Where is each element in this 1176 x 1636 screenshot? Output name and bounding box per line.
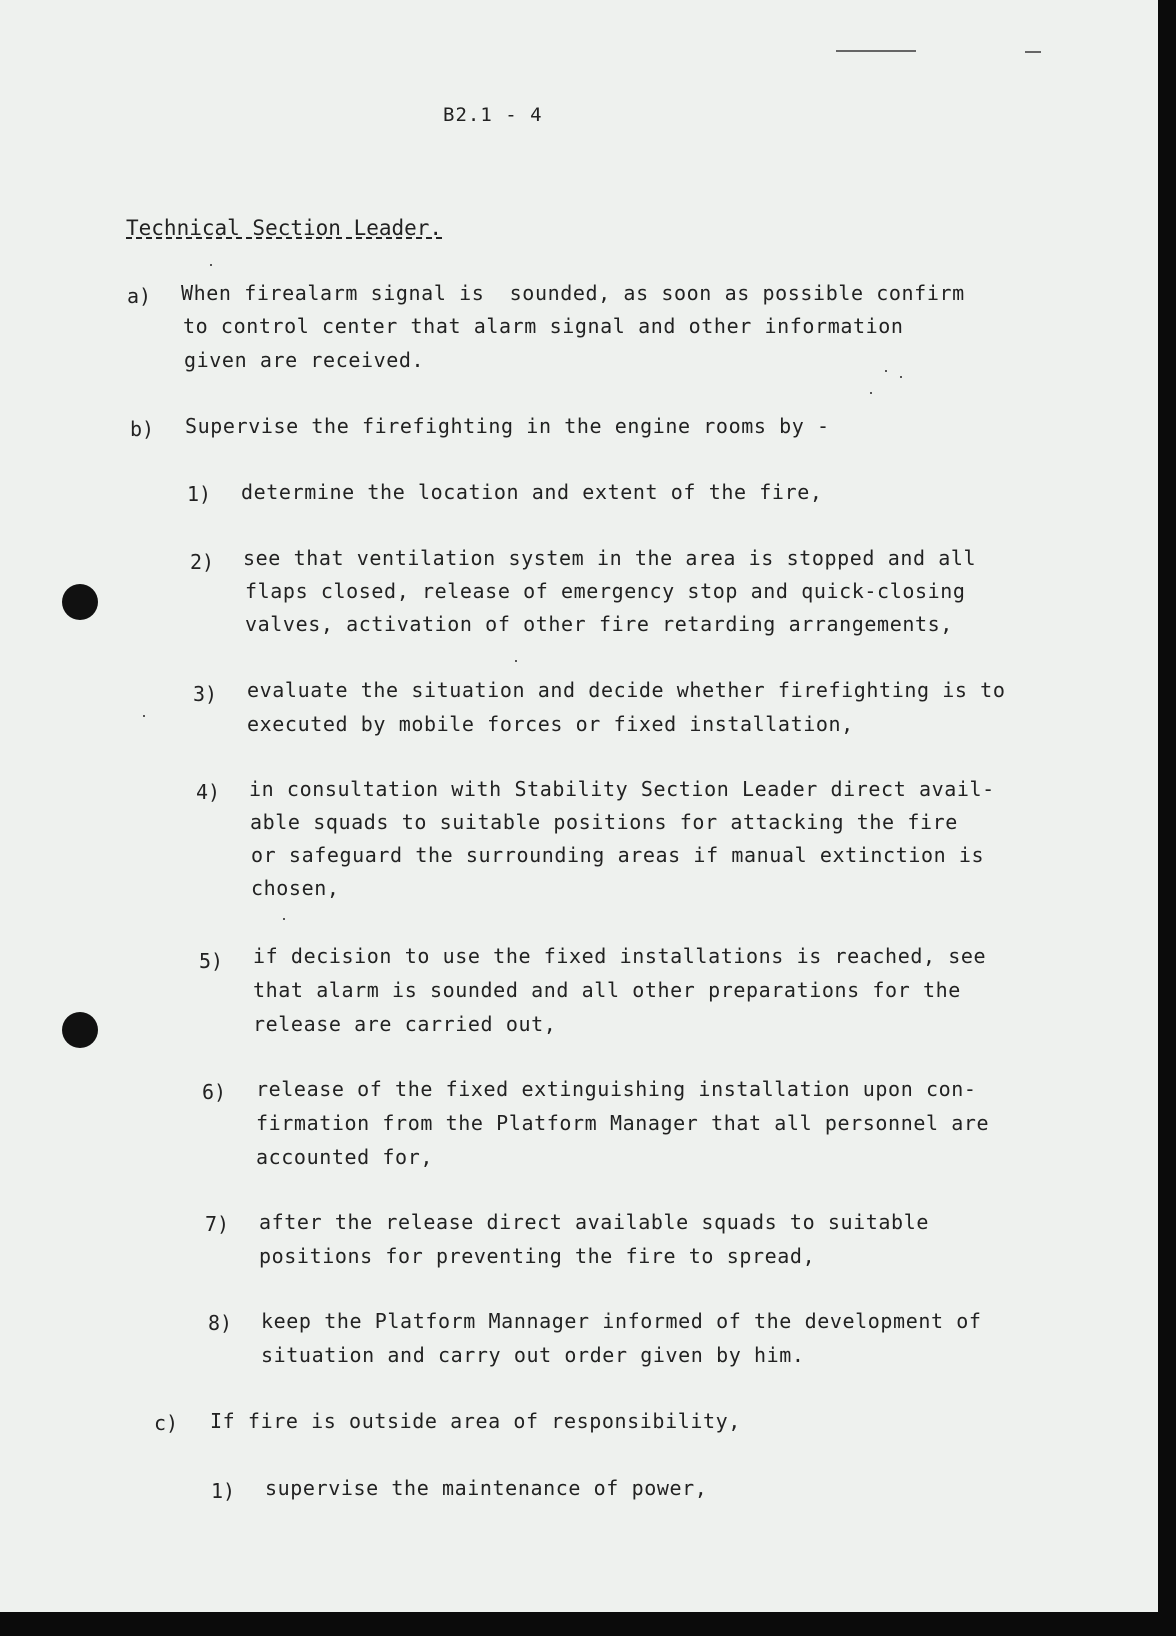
b3-line: executed by mobile forces or fixed installation, [247, 712, 854, 736]
punch-hole-lower [62, 1012, 98, 1048]
scan-speck [143, 715, 145, 717]
b3-marker: 3) [193, 682, 218, 706]
b6-marker: 6) [202, 1080, 227, 1104]
item-b-intro: Supervise the firefighting in the engine rooms by - [185, 414, 830, 438]
scan-speck [885, 370, 887, 372]
b5-line: that alarm is sounded and all other preparations for the [253, 978, 961, 1002]
b4-line: chosen, [251, 876, 340, 900]
b1-marker: 1) [187, 482, 212, 506]
item-a-marker: a) [127, 284, 152, 308]
b8-line: keep the Platform Mannager informed of the development of [261, 1309, 982, 1333]
b7-line: after the release direct available squads to suitable [259, 1210, 929, 1234]
page-header: B2.1 - 4 [443, 104, 543, 126]
c1-marker: 1) [211, 1479, 236, 1503]
scan-speck [870, 392, 872, 394]
c1-line: supervise the maintenance of power, [265, 1476, 708, 1500]
b4-line: able squads to suitable positions for attacking the fire [250, 810, 958, 834]
punch-hole-upper [62, 584, 98, 620]
scan-speck [283, 918, 285, 920]
b4-line: or safeguard the surrounding areas if manual extinction is [251, 843, 985, 867]
scan-speck [900, 376, 902, 378]
b6-line: firmation from the Platform Manager that all personnel are [256, 1111, 990, 1135]
item-a-line: given are received. [184, 348, 425, 372]
item-a-line: to control center that alarm signal and other information [183, 314, 904, 338]
item-a-line: When firealarm signal is sounded, as soon as possible confirm [181, 281, 965, 305]
scan-speck [515, 660, 517, 662]
scan-speck [210, 264, 212, 266]
b7-line: positions for preventing the fire to spread, [259, 1244, 816, 1268]
b8-marker: 8) [208, 1311, 233, 1335]
b3-line: evaluate the situation and decide whether firefighting is to [247, 678, 1006, 702]
b5-line: release are carried out, [253, 1012, 557, 1036]
b2-marker: 2) [190, 550, 215, 574]
section-title: Technical Section Leader. [126, 216, 443, 240]
b2-line: valves, activation of other fire retarding arrangements, [245, 612, 953, 636]
scan-mark-top [836, 50, 916, 52]
scan-mark-top-right [1025, 51, 1041, 53]
b8-line: situation and carry out order given by him. [261, 1343, 805, 1367]
b2-line: see that ventilation system in the area is stopped and all [243, 546, 977, 570]
b4-line: in consultation with Stability Section Leader direct avail- [249, 777, 995, 801]
b2-line: flaps closed, release of emergency stop and quick-closing [245, 579, 966, 603]
item-c-intro: If fire is outside area of responsibility, [210, 1409, 741, 1433]
item-c-marker: c) [154, 1411, 179, 1435]
item-b-marker: b) [130, 417, 155, 441]
b5-marker: 5) [199, 949, 224, 973]
b1-line: determine the location and extent of the fire, [241, 480, 823, 504]
b6-line: accounted for, [256, 1145, 433, 1169]
b6-line: release of the fixed extinguishing installation upon con- [256, 1077, 977, 1101]
b7-marker: 7) [205, 1212, 230, 1236]
b4-marker: 4) [196, 780, 221, 804]
b5-line: if decision to use the fixed installations is reached, see [253, 944, 987, 968]
